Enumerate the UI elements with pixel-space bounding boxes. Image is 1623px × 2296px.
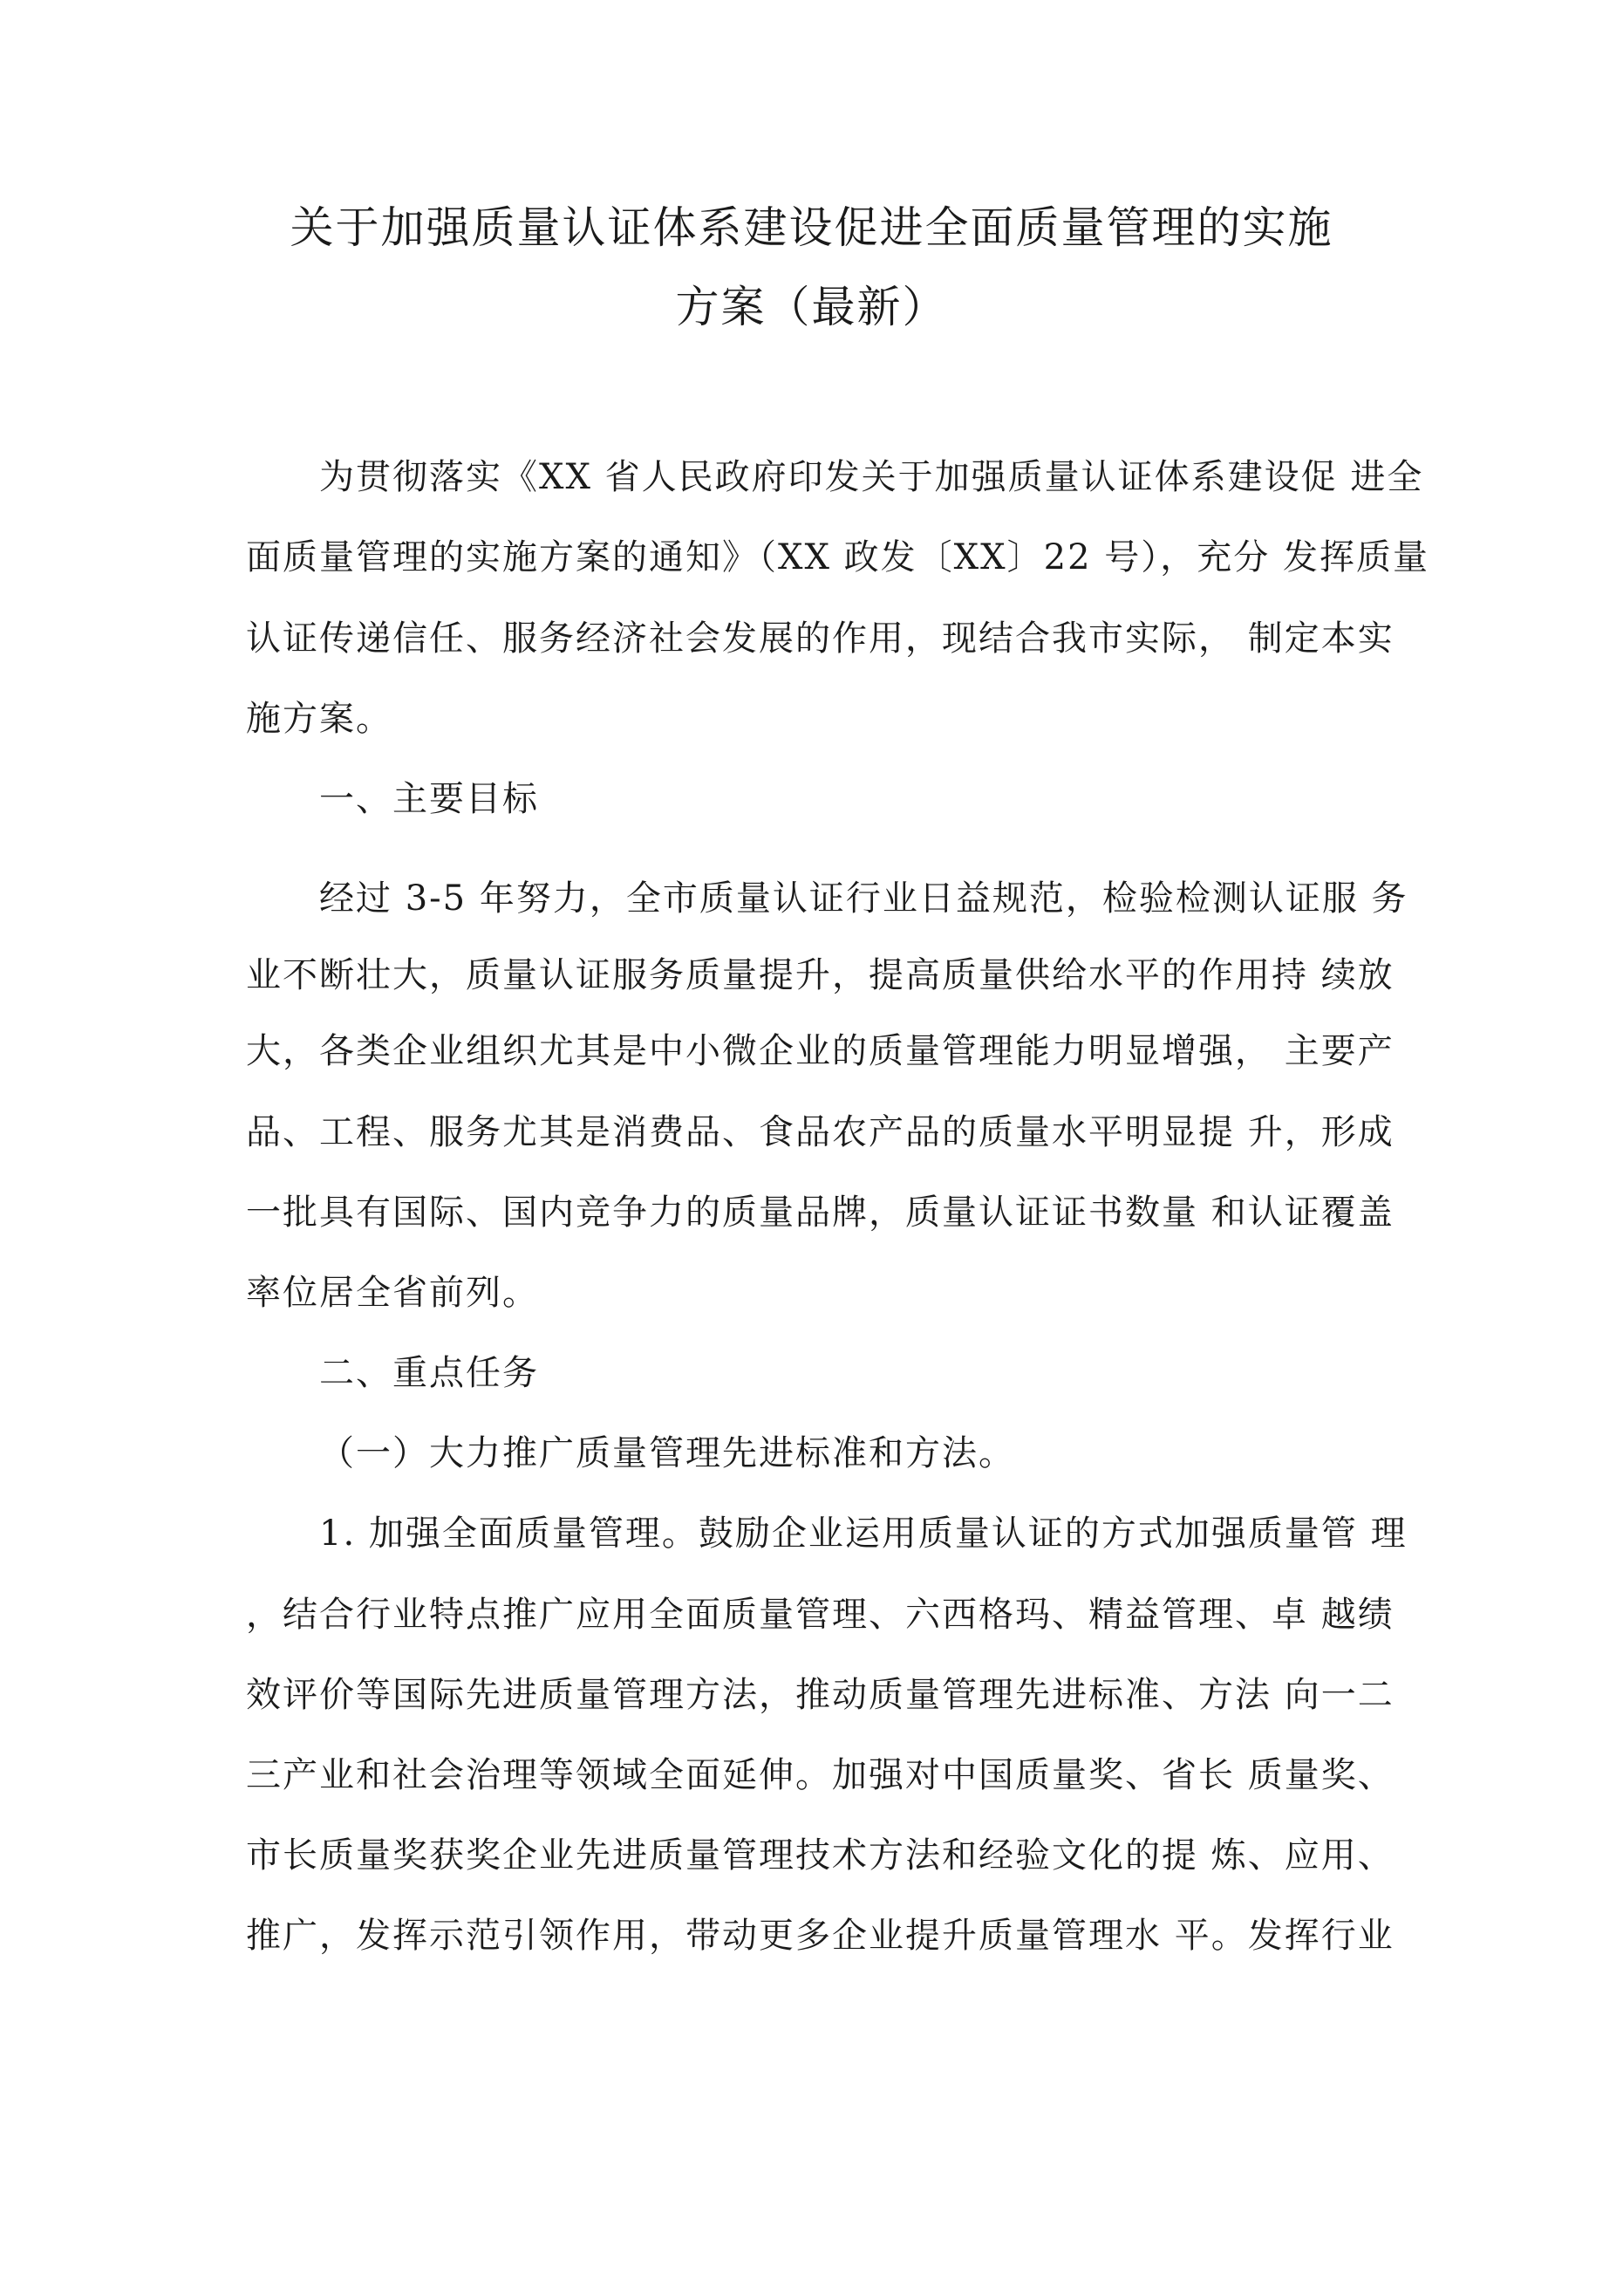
paragraph-line: 业不断壮大，质量认证服务质量提升，提高质量供给水平的作用持 续放 [246, 955, 1395, 995]
paragraph-line: 经过 3-5 年努力，全市质量认证行业日益规范，检验检测认证服 务 [319, 878, 1408, 919]
paragraph-line: 市长质量奖获奖企业先进质量管理技术方法和经验文化的提 炼、应用、 [246, 1835, 1395, 1876]
subsection-heading: （一）大力推广质量管理先进标准和方法。 [319, 1433, 1015, 1473]
paragraph-line: 一批具有国际、国内竞争力的质量品牌，质量认证证书数量 和认证覆盖 [246, 1192, 1395, 1233]
paragraph-line: ，结合行业特点推广应用全面质量管理、六西格玛、精益管理、卓 越绩 [246, 1595, 1395, 1635]
section-heading: 一、主要目标 [319, 779, 539, 819]
paragraph-line: 推广，发挥示范引领作用，带动更多企业提升质量管理水 平。发挥行业 [246, 1916, 1395, 1956]
paragraph-line: 1. 加强全面质量管理。鼓励企业运用质量认证的方式加强质量管 理 [319, 1514, 1408, 1554]
paragraph-line: 认证传递信任、服务经济社会发展的作用，现结合我市实际， 制定本实 [246, 618, 1395, 659]
section-heading: 二、重点任务 [319, 1353, 539, 1393]
paragraph-line: 为贯彻落实《XX 省人民政府印发关于加强质量认证体系建设促 进全 [319, 457, 1424, 497]
paragraph-line: 品、工程、服务尤其是消费品、食品农产品的质量水平明显提 升，形成 [246, 1112, 1395, 1152]
document-title-line-2: 方案（最新） [675, 282, 948, 332]
paragraph-line: 效评价等国际先进质量管理方法，推动质量管理先进标准、方法 向一二 [246, 1675, 1395, 1715]
paragraph-line: 大，各类企业组织尤其是中小微企业的质量管理能力明显增强， 主要产 [246, 1031, 1395, 1071]
paragraph-line: 施方案。 [246, 699, 392, 739]
document-title-line-1: 关于加强质量认证体系建设促进全面质量管理的实施 [290, 202, 1333, 253]
paragraph-line: 率位居全省前列。 [246, 1273, 539, 1313]
paragraph-line: 三产业和社会治理等领域全面延伸。加强对中国质量奖、省长 质量奖、 [246, 1755, 1395, 1795]
paragraph-line: 面质量管理的实施方案的通知》（XX 政发〔XX〕22 号），充分 发挥质量 [246, 537, 1429, 577]
